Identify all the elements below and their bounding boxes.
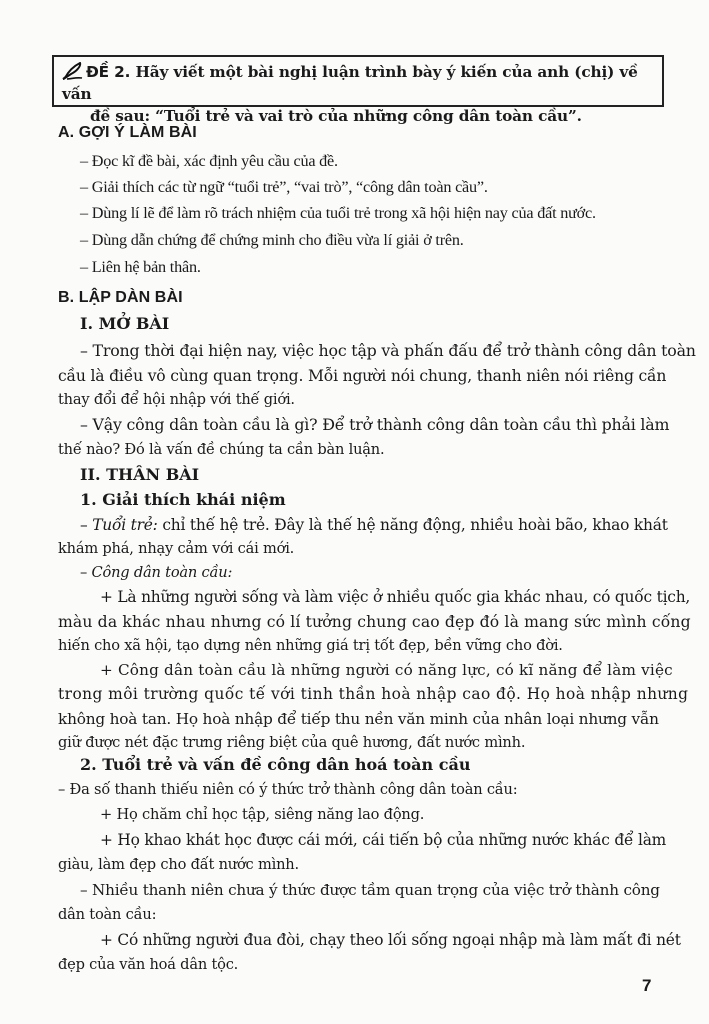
part-2-line: – Nhiều thanh niên chưa ý thức được tầm quan trọng của việc trở thành công xyxy=(80,881,660,899)
tuoi-tre-term: Tuổi trẻ: xyxy=(92,516,158,534)
part-2-line: + Họ khao khát học được cái mới, cái tiến bộ của những nước khác để làm xyxy=(100,831,667,849)
section-a-item: – Dùng lí lẽ để làm rõ trách nhiệm của tuổi trẻ trong xã hội hiện nay của đất nước. xyxy=(80,204,596,222)
mo-bai-line: – Vậy công dân toàn cầu là gì? Để trở thành công dân toàn cầu thì phải làm xyxy=(80,415,670,434)
section-a-item: – Dùng dẫn chứng để chứng minh cho điều vừa lí giải ở trên. xyxy=(80,231,464,249)
page-number: 7 xyxy=(642,976,652,995)
cong-dan-p2-line: + Công dân toàn cầu là những người có năng lực, có kĩ năng để làm việc xyxy=(100,661,673,679)
section-a-item: – Liên hệ bản thân. xyxy=(80,258,201,276)
cong-dan-p2-line: trong môi trường quốc tế với tinh thần hoà nhập cao độ. Họ hoà nhập nhưng xyxy=(58,685,689,703)
part-2-line: + Có những người đua đòi, chạy theo lối sống ngoại nhập mà làm mất đi nét xyxy=(100,931,681,949)
part-2-line: + Họ chăm chỉ học tập, siêng năng lao động. xyxy=(100,806,425,823)
section-a-item: – Đọc kĩ đề bài, xác định yêu cầu của đề. xyxy=(80,152,338,170)
cong-dan-p1-line: hiến cho xã hội, tạo dựng nên những giá trị tốt đẹp, bền vững cho đời. xyxy=(58,637,563,654)
mo-bai-heading: I. MỞ BÀI xyxy=(80,314,170,333)
mo-bai-line: thay đổi để hội nhập với thế giới. xyxy=(58,391,295,408)
pen-writing-icon xyxy=(62,62,84,80)
than-bai-heading: II. THÂN BÀI xyxy=(80,465,200,484)
part-2-heading: 2. Tuổi trẻ và vấn đề công dân hoá toàn cầu xyxy=(80,755,471,774)
tuoi-tre-definition-cont: khám phá, nhạy cảm với cái mới. xyxy=(58,540,295,557)
cong-dan-p1-line: màu da khác nhau nhưng có lí tưởng chung cao đẹp đó là mang sức mình cống xyxy=(58,613,691,631)
part-2-line: giàu, làm đẹp cho đất nước mình. xyxy=(58,856,299,873)
tuoi-tre-definition: – Tuổi trẻ: chỉ thế hệ trẻ. Đây là thế hệ năng động, nhiều hoài bão, khao khát xyxy=(80,516,668,534)
part-2-line: đẹp của văn hoá dân tộc. xyxy=(58,956,239,973)
task-line-1: Hãy viết một bài nghị luận trình bày ý kiến của anh (chị) về vấn xyxy=(62,63,638,103)
part-2-line: dân toàn cầu: xyxy=(58,906,157,923)
mo-bai-line: thế nào? Đó là vấn đề chúng ta cần bàn luận. xyxy=(58,441,385,458)
task-line-2: đề sau: “Tuổi trẻ và vai trò của những công dân toàn cầu”. xyxy=(90,107,582,125)
part-1-heading: 1. Giải thích khái niệm xyxy=(80,490,286,509)
task-label: ĐỀ 2. xyxy=(86,63,131,81)
cong-dan-definition: – Công dân toàn cầu: xyxy=(80,564,233,581)
cong-dan-p1-line: + Là những người sống và làm việc ở nhiều quốc gia khác nhau, có quốc tịch, xyxy=(100,588,691,606)
cong-dan-term: Công dân toàn cầu: xyxy=(91,564,233,581)
mo-bai-line: cầu là điều vô cùng quan trọng. Mỗi người nói chung, thanh niên nói riêng cần xyxy=(58,367,667,385)
part-2-line: – Đa số thanh thiếu niên có ý thức trở thành công dân toàn cầu: xyxy=(58,781,518,798)
section-a-item: – Giải thích các từ ngữ “tuổi trẻ”, “vai trò”, “công dân toàn cầu”. xyxy=(80,178,488,196)
section-a-heading: A. GỢI Ý LÀM BÀI xyxy=(58,124,197,141)
mo-bai-line: – Trong thời đại hiện nay, việc học tập và phấn đấu để trở thành công dân toàn xyxy=(80,341,696,360)
cong-dan-p2-line: giữ được nét đặc trưng riêng biệt của quê hương, đất nước mình. xyxy=(58,734,526,751)
task-prompt-box xyxy=(52,55,664,125)
cong-dan-p2-line: không hoà tan. Họ hoà nhập để tiếp thu nền văn minh của nhân loại nhưng vẫn xyxy=(58,710,659,728)
section-b-heading: B. LẬP DÀN BÀI xyxy=(58,289,183,306)
